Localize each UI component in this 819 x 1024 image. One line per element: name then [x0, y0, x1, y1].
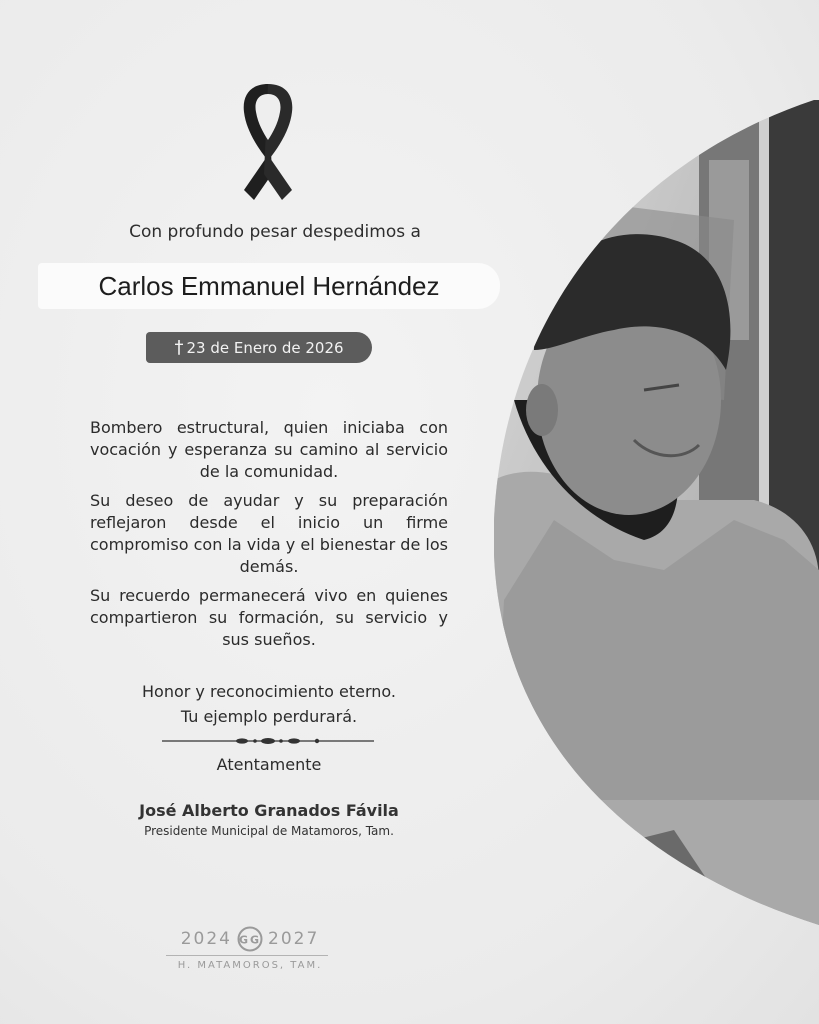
- year-end: 2027: [268, 929, 320, 949]
- closing-line-2: Tu ejemplo perdurará.: [180, 707, 358, 726]
- emblem-icon: [236, 926, 264, 952]
- paragraph-1: Bombero estructural, quien iniciaba con vocación y esperanza su camino al servicio de la comunidad.: [90, 418, 448, 481]
- intro-text: Con profundo pesar despedimos a: [129, 222, 421, 242]
- deceased-name: Carlos Emmanuel Hernández: [98, 271, 440, 301]
- signer-name: José Alberto Granados Fávila: [139, 801, 399, 820]
- year-start: 2024: [180, 929, 232, 949]
- paragraph-3: Su recuerdo permanecerá vivo en quienes compartieron su formación, su servicio y sus sueños.: [90, 586, 448, 649]
- logo-underline: [166, 955, 328, 956]
- logo-place: H. MATAMOROS, TAM.: [177, 960, 323, 971]
- paragraph-2: Su deseo de ayudar y su preparación reflejaron desde el inicio un firme compromiso con la vida y el bienestar de los demás.: [90, 491, 448, 576]
- administration-logo: [160, 926, 340, 952]
- date-value: 23 de Enero de 2026: [186, 339, 344, 357]
- signoff-text: Atentamente: [216, 755, 322, 774]
- portrait-photo: [494, 100, 819, 925]
- closing-line-1: Honor y reconocimiento eterno.: [142, 682, 396, 701]
- date-label: [146, 332, 372, 363]
- signer-role: Presidente Municipal de Matamoros, Tam.: [144, 824, 394, 838]
- ornament-divider: [162, 734, 374, 748]
- mourning-ribbon-icon: [226, 78, 310, 206]
- emblem-letters: GG: [238, 933, 262, 947]
- cross-icon: †: [174, 337, 184, 358]
